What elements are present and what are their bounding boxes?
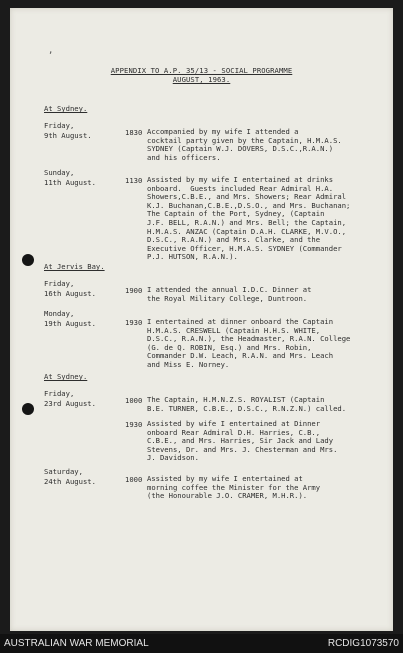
entry-text-line: (G. de Q. ROBIN, Esq.) and Mrs. Robin, xyxy=(147,342,312,352)
entry-text-line: onboard. Guests included Rear Admiral H.A. xyxy=(147,183,334,193)
entry-text-line: J. Davidson. xyxy=(147,453,199,463)
entry-text-line: B.E. TURNER, C.B.E., D.S.C., R.N.Z.N.) called. xyxy=(147,403,347,413)
entry-text-line: H.M.A.S. CRESWELL (Captain H.H.S. WHITE, xyxy=(147,325,321,335)
entry-text-line: I entertained at dinner onboard the Captain xyxy=(147,317,334,326)
document-title: APPENDIX TO A.P. 35/13 - SOCIAL PROGRAMME xyxy=(110,66,293,75)
entry-text-line: and his officers. xyxy=(147,152,221,162)
entry-text-line: Assisted by my wife I entertained at drinks xyxy=(147,175,334,184)
entry-text-line: cocktail party given by the Captain, H.M.A.S. xyxy=(147,135,342,145)
entry-text-line: the Royal Military College, Duntroon. xyxy=(147,293,308,303)
entry-text-line: D.S.C., R.A.N.) and Mrs. Clarke, and the xyxy=(147,235,321,245)
entry-date: Friday, 23rd August. xyxy=(44,389,96,408)
punch-hole xyxy=(22,403,34,415)
entry-date: Monday, 19th August. xyxy=(44,309,96,328)
entry-date: Friday, 16th August. xyxy=(44,279,96,298)
entry-text-line: C.B.E., and Mrs. Harries, Sir Jack and Lady xyxy=(147,436,334,446)
entry-time: 1130 xyxy=(125,176,143,185)
entry-text xyxy=(147,176,379,262)
entry-text-line: J.F. BELL, R.A.N.) and Mrs. Bell; the Captain, xyxy=(147,217,347,227)
entry-time: 1930 xyxy=(125,420,143,429)
entry-text-line: Showers,C.B.E., and Mrs. Showers; Rear Admiral xyxy=(147,192,347,202)
entry-text xyxy=(147,318,379,370)
section-place: At Jervis Bay. xyxy=(44,262,105,271)
entry-text-line: (the Honourable J.O. CRAMER, M.H.R.). xyxy=(147,491,308,501)
entry-text-line: D.S.C., R.A.N.), the Headmaster, R.A.N. College xyxy=(147,334,351,344)
entry-text-line: onboard Rear Admiral D.H. Harries, C.B., xyxy=(147,427,321,437)
entry-time: 1000 xyxy=(125,396,143,405)
entry-text xyxy=(147,286,379,303)
entry-text xyxy=(147,420,379,463)
entry-text xyxy=(147,475,379,501)
entry-text-line: H.M.A.S. ANZAC (Captain D.A.H. CLARKE, M.V.O., xyxy=(147,226,347,236)
entry-text-line: morning coffee the Minister for the Army xyxy=(147,482,321,492)
entry-text-line: P.J. HUTSON, R.A.N.). xyxy=(147,252,238,262)
document-subtitle: AUGUST, 1963. xyxy=(172,75,231,84)
entry-time: 1000 xyxy=(125,475,143,484)
pencil-mark: , xyxy=(48,46,54,56)
entry-text-line: SYDNEY (Captain W.J. DOVERS, D.S.C.,R.A.N.) xyxy=(147,144,334,154)
entry-text-line: Stevens, Dr. and Mrs. J. Chesterman and Mrs. xyxy=(147,444,338,454)
entry-time: 1830 xyxy=(125,128,143,137)
entry-time: 1930 xyxy=(125,318,143,327)
footer-id: RCDIG1073570 xyxy=(327,638,399,649)
entry-date: Friday, 9th August. xyxy=(44,121,92,140)
entry-text-line: and Miss E. Norney. xyxy=(147,359,230,369)
entry-text-line: I attended the annual I.D.C. Dinner at xyxy=(147,285,312,294)
entry-text-line: Assisted by wife I entertained at Dinner xyxy=(147,419,321,428)
section-place: At Sydney. xyxy=(44,104,88,113)
entry-text-line: Assisted by my wife I entertained at xyxy=(147,474,303,483)
entry-text-line: Accompanied by my wife I attended a xyxy=(147,127,299,136)
entry-time: 1900 xyxy=(125,286,143,295)
entry-text-line: Executive Officer, H.M.A.S. SYDNEY (Commander xyxy=(147,243,342,253)
entry-date: Sunday, 11th August. xyxy=(44,168,96,187)
entry-text xyxy=(147,396,379,413)
document-page xyxy=(10,8,393,631)
entry-date: Saturday, 24th August. xyxy=(44,467,96,486)
entry-text-line: Commander D.W. Leach, R.A.N. and Mrs. Leach xyxy=(147,351,334,361)
section-place: At Sydney. xyxy=(44,372,88,381)
entry-text-line: The Captain of the Port, Sydney, (Captain xyxy=(147,209,325,219)
entry-text xyxy=(147,128,379,162)
entry-text-line: The Captain, H.M.N.Z.S. ROYALIST (Captain xyxy=(147,395,325,404)
footer-source: AUSTRALIAN WAR MEMORIAL xyxy=(4,638,149,649)
entry-text-line: K.J. Buchanan,C.B.E.,D.S.O., and Mrs. Buchanan; xyxy=(147,200,351,210)
punch-hole xyxy=(22,254,34,266)
footer-bar xyxy=(0,634,403,653)
